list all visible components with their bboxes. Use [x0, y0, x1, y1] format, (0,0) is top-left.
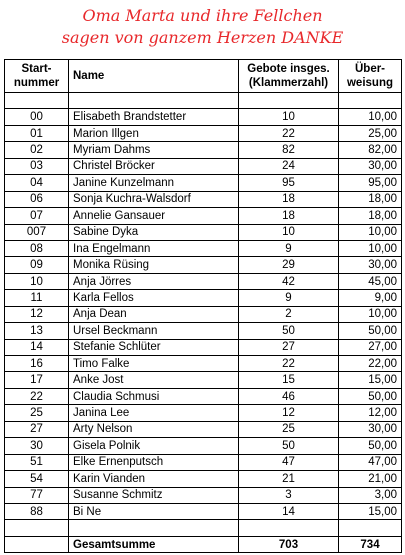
transfer-cell: 25,00	[339, 125, 402, 141]
start-number-cell: 77	[5, 487, 69, 503]
start-number-cell: 22	[5, 388, 69, 404]
bids-cell: 50	[239, 438, 339, 454]
name-cell: Gisela Polnik	[69, 438, 239, 454]
transfer-cell: 15,00	[339, 372, 402, 388]
start-number-cell: 07	[5, 208, 69, 224]
bids-cell: 10	[239, 224, 339, 240]
name-cell: Elke Ernenputsch	[69, 454, 239, 470]
empty-cell	[69, 520, 239, 536]
transfer-cell: 12,00	[339, 405, 402, 421]
bids-cell: 25	[239, 421, 339, 437]
transfer-cell: 30,00	[339, 257, 402, 273]
name-cell: Claudia Schmusi	[69, 388, 239, 404]
table-row	[5, 372, 402, 388]
empty-cell	[239, 93, 339, 109]
table-row	[5, 224, 402, 240]
header-start-number-text: Start- nummer	[13, 63, 60, 89]
bids-cell: 27	[239, 339, 339, 355]
name-cell: Christel Bröcker	[69, 158, 239, 174]
table-body	[5, 93, 402, 520]
header-bids	[239, 60, 339, 93]
empty-row-top	[5, 93, 402, 109]
name-cell: Annelie Gansauer	[69, 208, 239, 224]
start-number-cell: 03	[5, 158, 69, 174]
title-line-1: Oma Marta und ihre Fellchen	[82, 6, 323, 25]
name-cell: Bi Ne	[69, 503, 239, 519]
start-number-cell: 04	[5, 175, 69, 191]
transfer-cell: 30,00	[339, 158, 402, 174]
transfer-cell: 50,00	[339, 388, 402, 404]
bids-cell: 22	[239, 125, 339, 141]
bids-cell: 3	[239, 487, 339, 503]
name-cell: Sonja Kuchra-Walsdorf	[69, 191, 239, 207]
transfer-cell: 30,00	[339, 421, 402, 437]
bids-cell: 9	[239, 290, 339, 306]
transfer-cell: 50,00	[339, 323, 402, 339]
total-row	[5, 536, 402, 552]
start-number-cell: 27	[5, 421, 69, 437]
start-number-cell: 06	[5, 191, 69, 207]
start-number-cell: 00	[5, 109, 69, 125]
total-empty-cell	[5, 536, 69, 552]
name-cell: Susanne Schmitz	[69, 487, 239, 503]
table-row	[5, 273, 402, 289]
start-number-cell: 13	[5, 323, 69, 339]
table-row	[5, 454, 402, 470]
start-number-cell: 54	[5, 471, 69, 487]
name-cell: Anja Dean	[69, 306, 239, 322]
name-cell: Myriam Dahms	[69, 142, 239, 158]
transfer-cell: 10,00	[339, 109, 402, 125]
start-number-cell: 02	[5, 142, 69, 158]
bids-cell: 14	[239, 503, 339, 519]
transfer-cell: 82,00	[339, 142, 402, 158]
transfer-cell: 10,00	[339, 306, 402, 322]
header-transfer-text: Über- weisung	[346, 63, 393, 89]
empty-cell	[339, 520, 402, 536]
start-number-cell: 17	[5, 372, 69, 388]
transfer-cell: 10,00	[339, 240, 402, 256]
start-number-cell: 88	[5, 503, 69, 519]
name-cell: Janine Kunzelmann	[69, 175, 239, 191]
start-number-cell: 01	[5, 125, 69, 141]
empty-row-bottom	[5, 520, 402, 536]
transfer-cell: 15,00	[339, 503, 402, 519]
table-row	[5, 471, 402, 487]
transfer-cell: 10,00	[339, 224, 402, 240]
start-number-cell: 14	[5, 339, 69, 355]
table-row	[5, 339, 402, 355]
empty-cell	[69, 93, 239, 109]
bids-cell: 12	[239, 405, 339, 421]
transfer-cell: 18,00	[339, 191, 402, 207]
empty-cell	[5, 93, 69, 109]
bids-cell: 82	[239, 142, 339, 158]
table-row	[5, 487, 402, 503]
table-row	[5, 405, 402, 421]
bids-cell: 15	[239, 372, 339, 388]
name-cell: Ursel Beckmann	[69, 323, 239, 339]
table-row	[5, 175, 402, 191]
bids-cell: 46	[239, 388, 339, 404]
bids-cell: 2	[239, 306, 339, 322]
start-number-cell: 12	[5, 306, 69, 322]
start-number-cell: 16	[5, 356, 69, 372]
total-transfer: 734	[339, 536, 402, 552]
name-cell: Arty Nelson	[69, 421, 239, 437]
name-cell: Marion Illgen	[69, 125, 239, 141]
start-number-cell: 08	[5, 240, 69, 256]
name-cell: Karla Fellos	[69, 290, 239, 306]
empty-cell	[339, 93, 402, 109]
start-number-cell: 007	[5, 224, 69, 240]
header-transfer	[339, 60, 402, 93]
table-row	[5, 503, 402, 519]
bids-cell: 22	[239, 356, 339, 372]
table-row	[5, 290, 402, 306]
start-number-cell: 51	[5, 454, 69, 470]
start-number-cell: 25	[5, 405, 69, 421]
title-line-2: sagen von ganzem Herzen DANKE	[61, 28, 344, 47]
donations-table	[4, 59, 402, 553]
start-number-cell: 09	[5, 257, 69, 273]
transfer-cell: 9,00	[339, 290, 402, 306]
bids-cell: 29	[239, 257, 339, 273]
bids-cell: 95	[239, 175, 339, 191]
transfer-cell: 45,00	[339, 273, 402, 289]
table-row	[5, 191, 402, 207]
header-row	[5, 60, 402, 93]
empty-cell	[239, 520, 339, 536]
header-name-text: Name	[73, 70, 105, 82]
name-cell: Anja Jörres	[69, 273, 239, 289]
bids-cell: 47	[239, 454, 339, 470]
bids-cell: 24	[239, 158, 339, 174]
table-row	[5, 208, 402, 224]
start-number-cell: 30	[5, 438, 69, 454]
header-name	[69, 60, 239, 93]
table-row	[5, 438, 402, 454]
name-cell: Stefanie Schlüter	[69, 339, 239, 355]
table-row	[5, 240, 402, 256]
table-row	[5, 158, 402, 174]
bids-cell: 18	[239, 191, 339, 207]
table-row	[5, 323, 402, 339]
table-row	[5, 356, 402, 372]
start-number-cell: 11	[5, 290, 69, 306]
start-number-cell: 10	[5, 273, 69, 289]
transfer-cell: 27,00	[339, 339, 402, 355]
transfer-cell: 22,00	[339, 356, 402, 372]
name-cell: Elisabeth Brandstetter	[69, 109, 239, 125]
name-cell: Karin Vianden	[69, 471, 239, 487]
transfer-cell: 95,00	[339, 175, 402, 191]
table-row	[5, 125, 402, 141]
table-row	[5, 109, 402, 125]
table-row	[5, 142, 402, 158]
name-cell: Anke Jost	[69, 372, 239, 388]
table-row	[5, 388, 402, 404]
transfer-cell: 47,00	[339, 454, 402, 470]
bids-cell: 9	[239, 240, 339, 256]
name-cell: Sabine Dyka	[69, 224, 239, 240]
total-bids: 703	[239, 536, 339, 552]
header-start-number	[5, 60, 69, 93]
bids-cell: 21	[239, 471, 339, 487]
table-row	[5, 421, 402, 437]
bids-cell: 42	[239, 273, 339, 289]
bids-cell: 18	[239, 208, 339, 224]
name-cell: Monika Rüsing	[69, 257, 239, 273]
empty-cell	[5, 520, 69, 536]
table-row	[5, 257, 402, 273]
table-row	[5, 306, 402, 322]
bids-cell: 10	[239, 109, 339, 125]
transfer-cell: 18,00	[339, 208, 402, 224]
transfer-cell: 50,00	[339, 438, 402, 454]
total-label: Gesamtsumme	[69, 536, 239, 552]
name-cell: Ina Engelmann	[69, 240, 239, 256]
name-cell: Timo Falke	[69, 356, 239, 372]
bids-cell: 50	[239, 323, 339, 339]
header-bids-text: Gebote insges. (Klammerzahl)	[247, 63, 330, 89]
transfer-cell: 3,00	[339, 487, 402, 503]
transfer-cell: 21,00	[339, 471, 402, 487]
name-cell: Janina Lee	[69, 405, 239, 421]
